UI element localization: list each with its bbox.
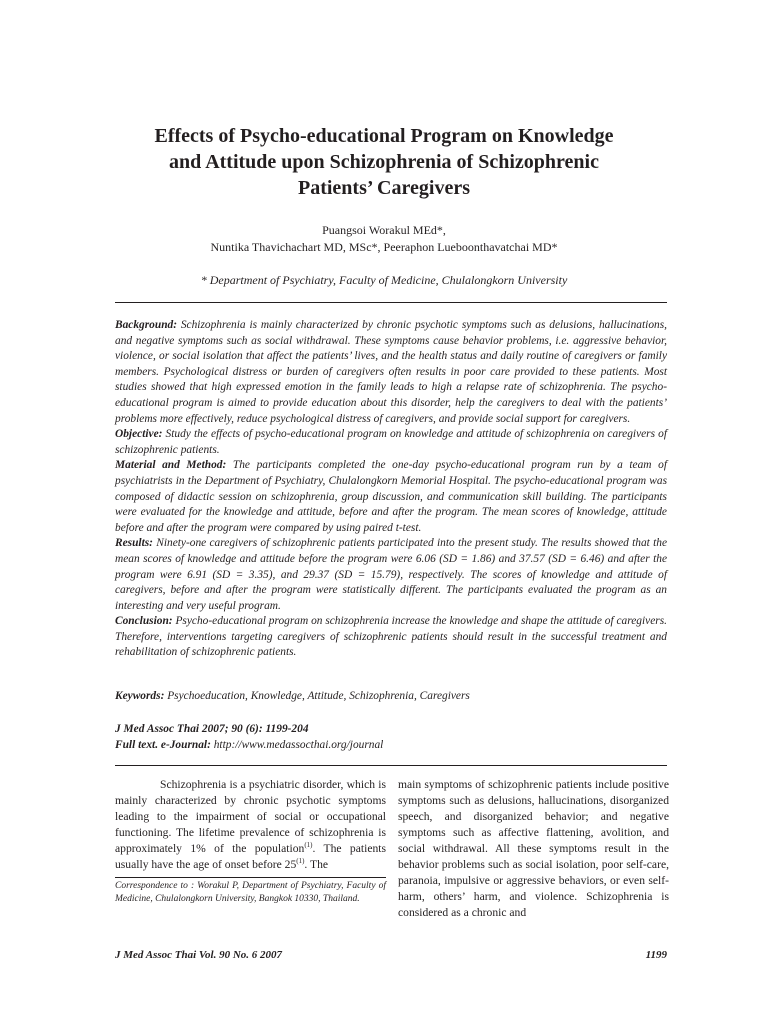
author-line: Nuntika Thavichachart MD, MSc*, Peeraphon Lueboonthavatchai MD*: [210, 240, 558, 254]
author-list: [100, 222, 668, 256]
conclusion-text: Psycho-educational program on schizophrenia increase the knowledge and shape the attitude of caregivers. Therefore, interventions targeting caregivers of schizophrenic patients should result in the successful treatment and rehabilitation of schizophrenic patients.: [115, 615, 667, 659]
article-title: [100, 123, 668, 201]
title-line: Effects of Psycho-educational Program on Knowledge: [154, 125, 614, 147]
journal-citation: J Med Assoc Thai 2007; 90 (6): 1199-204: [115, 723, 309, 735]
abstract-method: [115, 458, 667, 536]
abstract-conclusion: [115, 614, 667, 661]
affiliation: * Department of Psychiatry, Faculty of Medicine, Chulalongkorn University: [200, 273, 568, 287]
objective-label: Objective:: [115, 428, 163, 441]
footer-journal: J Med Assoc Thai Vol. 90 No. 6 2007: [115, 949, 283, 961]
body-paragraph: main symptoms of schizophrenic patients include positive symptoms such as delusions, hallucinations, disorganized speech, and disorganized behavior; and negative symptoms such as affective flattening, avolition, and social withdrawal. All these symptoms result in the behavior problems such as social isolation, poor self-care, paranoia, impulsive or aggressive behaviors, or even self-harm, others’ harm, and violence. Schizophrenia is considered as a chronic and: [398, 778, 669, 919]
results-text: Ninety-one caregivers of schizophrenic patients participated into the present study. The results showed that the mean scores of knowledge and attitude before the program were 6.06 (SD = 1.86) and 37.57 (SD = 6.46) and after the program were 6.91 (SD = 3.35), and 29.37 (SD = 15.79), respectively. The scores of knowledge and attitude of caregivers, before and after the program were statistically different. The participants evaluated the program as an interesting and very useful program.: [115, 537, 667, 612]
correspondence-note: Correspondence to : Worakul P, Department of Psychiatry, Faculty of Medicine, Chulalongkorn University, Bangkok 10330, Thailand.: [115, 881, 386, 904]
title-line: Patients’ Caregivers: [298, 177, 470, 199]
body-paragraph: Schizophrenia is a psychiatric disorder, which is mainly characterized by chronic psychotic symptoms leading to the impairment of social or occupational functioning. The lifetime prevalence of schizophrenia is approximately 1% of the population$^{(1)}$. The patients usually have the age of onset before 25$^{(1)}$. The: [115, 778, 386, 871]
body-column-right: [398, 777, 669, 921]
keywords: [115, 690, 667, 702]
abstract: [115, 318, 667, 661]
method-text: The participants completed the one-day psycho-educational program run by a team of psychiatrists in the Department of Psychiatry, Chulalongkorn Memorial Hospital. The psycho-educational program was composed of didactic session on schizophrenia, group discussion, and communication skill building. The participants were evaluated for the knowledge and attitude, before and after the program. The mean scores of knowledge, attitude before and after the program were compared by using paired t-test.: [115, 459, 667, 534]
fulltext-label: Full text. e-Journal:: [115, 739, 211, 751]
body-column-left: [115, 777, 386, 873]
keywords-text: Psychoeducation, Knowledge, Attitude, Schizophrenia, Caregivers: [164, 690, 470, 702]
abstract-background: [115, 318, 667, 427]
title-line: and Attitude upon Schizophrenia of Schizophrenic: [169, 151, 599, 173]
abstract-results: [115, 536, 667, 614]
conclusion-label: Conclusion:: [115, 615, 173, 628]
results-label: Results:: [115, 537, 153, 550]
method-label: Material and Method:: [115, 459, 227, 472]
header-divider: [115, 302, 667, 303]
reference-marker[interactable]: (1): [296, 857, 305, 866]
citation-block: [115, 721, 667, 753]
author-line: Puangsoi Worakul MEd*,: [322, 223, 446, 237]
background-label: Background:: [115, 319, 178, 331]
abstract-divider: [115, 765, 667, 766]
objective-text: Study the effects of psycho-educational program on knowledge and attitude of schizophrenia on caregivers of schizophrenic patients.: [115, 428, 667, 456]
page-number: 1199: [645, 949, 667, 961]
background-text: Schizophrenia is mainly characterized by chronic psychotic symptoms such as delusions, hallucinations, and negative symptoms such as social withdrawal. These symptoms cause behavior problems, i.e. aggressive behavior, violence, or social isolation that affect the patients’ lives, and the health status and daily routine of caregivers or family members. Psychological distress or burden of caregivers often results in poor care provided to these patients. Most studies showed that high expressed emotion in the family leads to high a relapse rate of schizophrenia. The psycho-educational program is aimed to provide education about this disorder, help the caregivers to deal with the patients’ problems more effectively, reduce psychological distress of caregivers, and provide social support for caregivers.: [115, 319, 667, 425]
keywords-label: Keywords:: [115, 690, 165, 702]
journal-url-link[interactable]: http://www.medassocthai.org/journal: [210, 739, 384, 751]
footnote-divider: [115, 877, 386, 878]
abstract-objective: [115, 427, 667, 458]
reference-marker[interactable]: (1): [304, 841, 313, 850]
